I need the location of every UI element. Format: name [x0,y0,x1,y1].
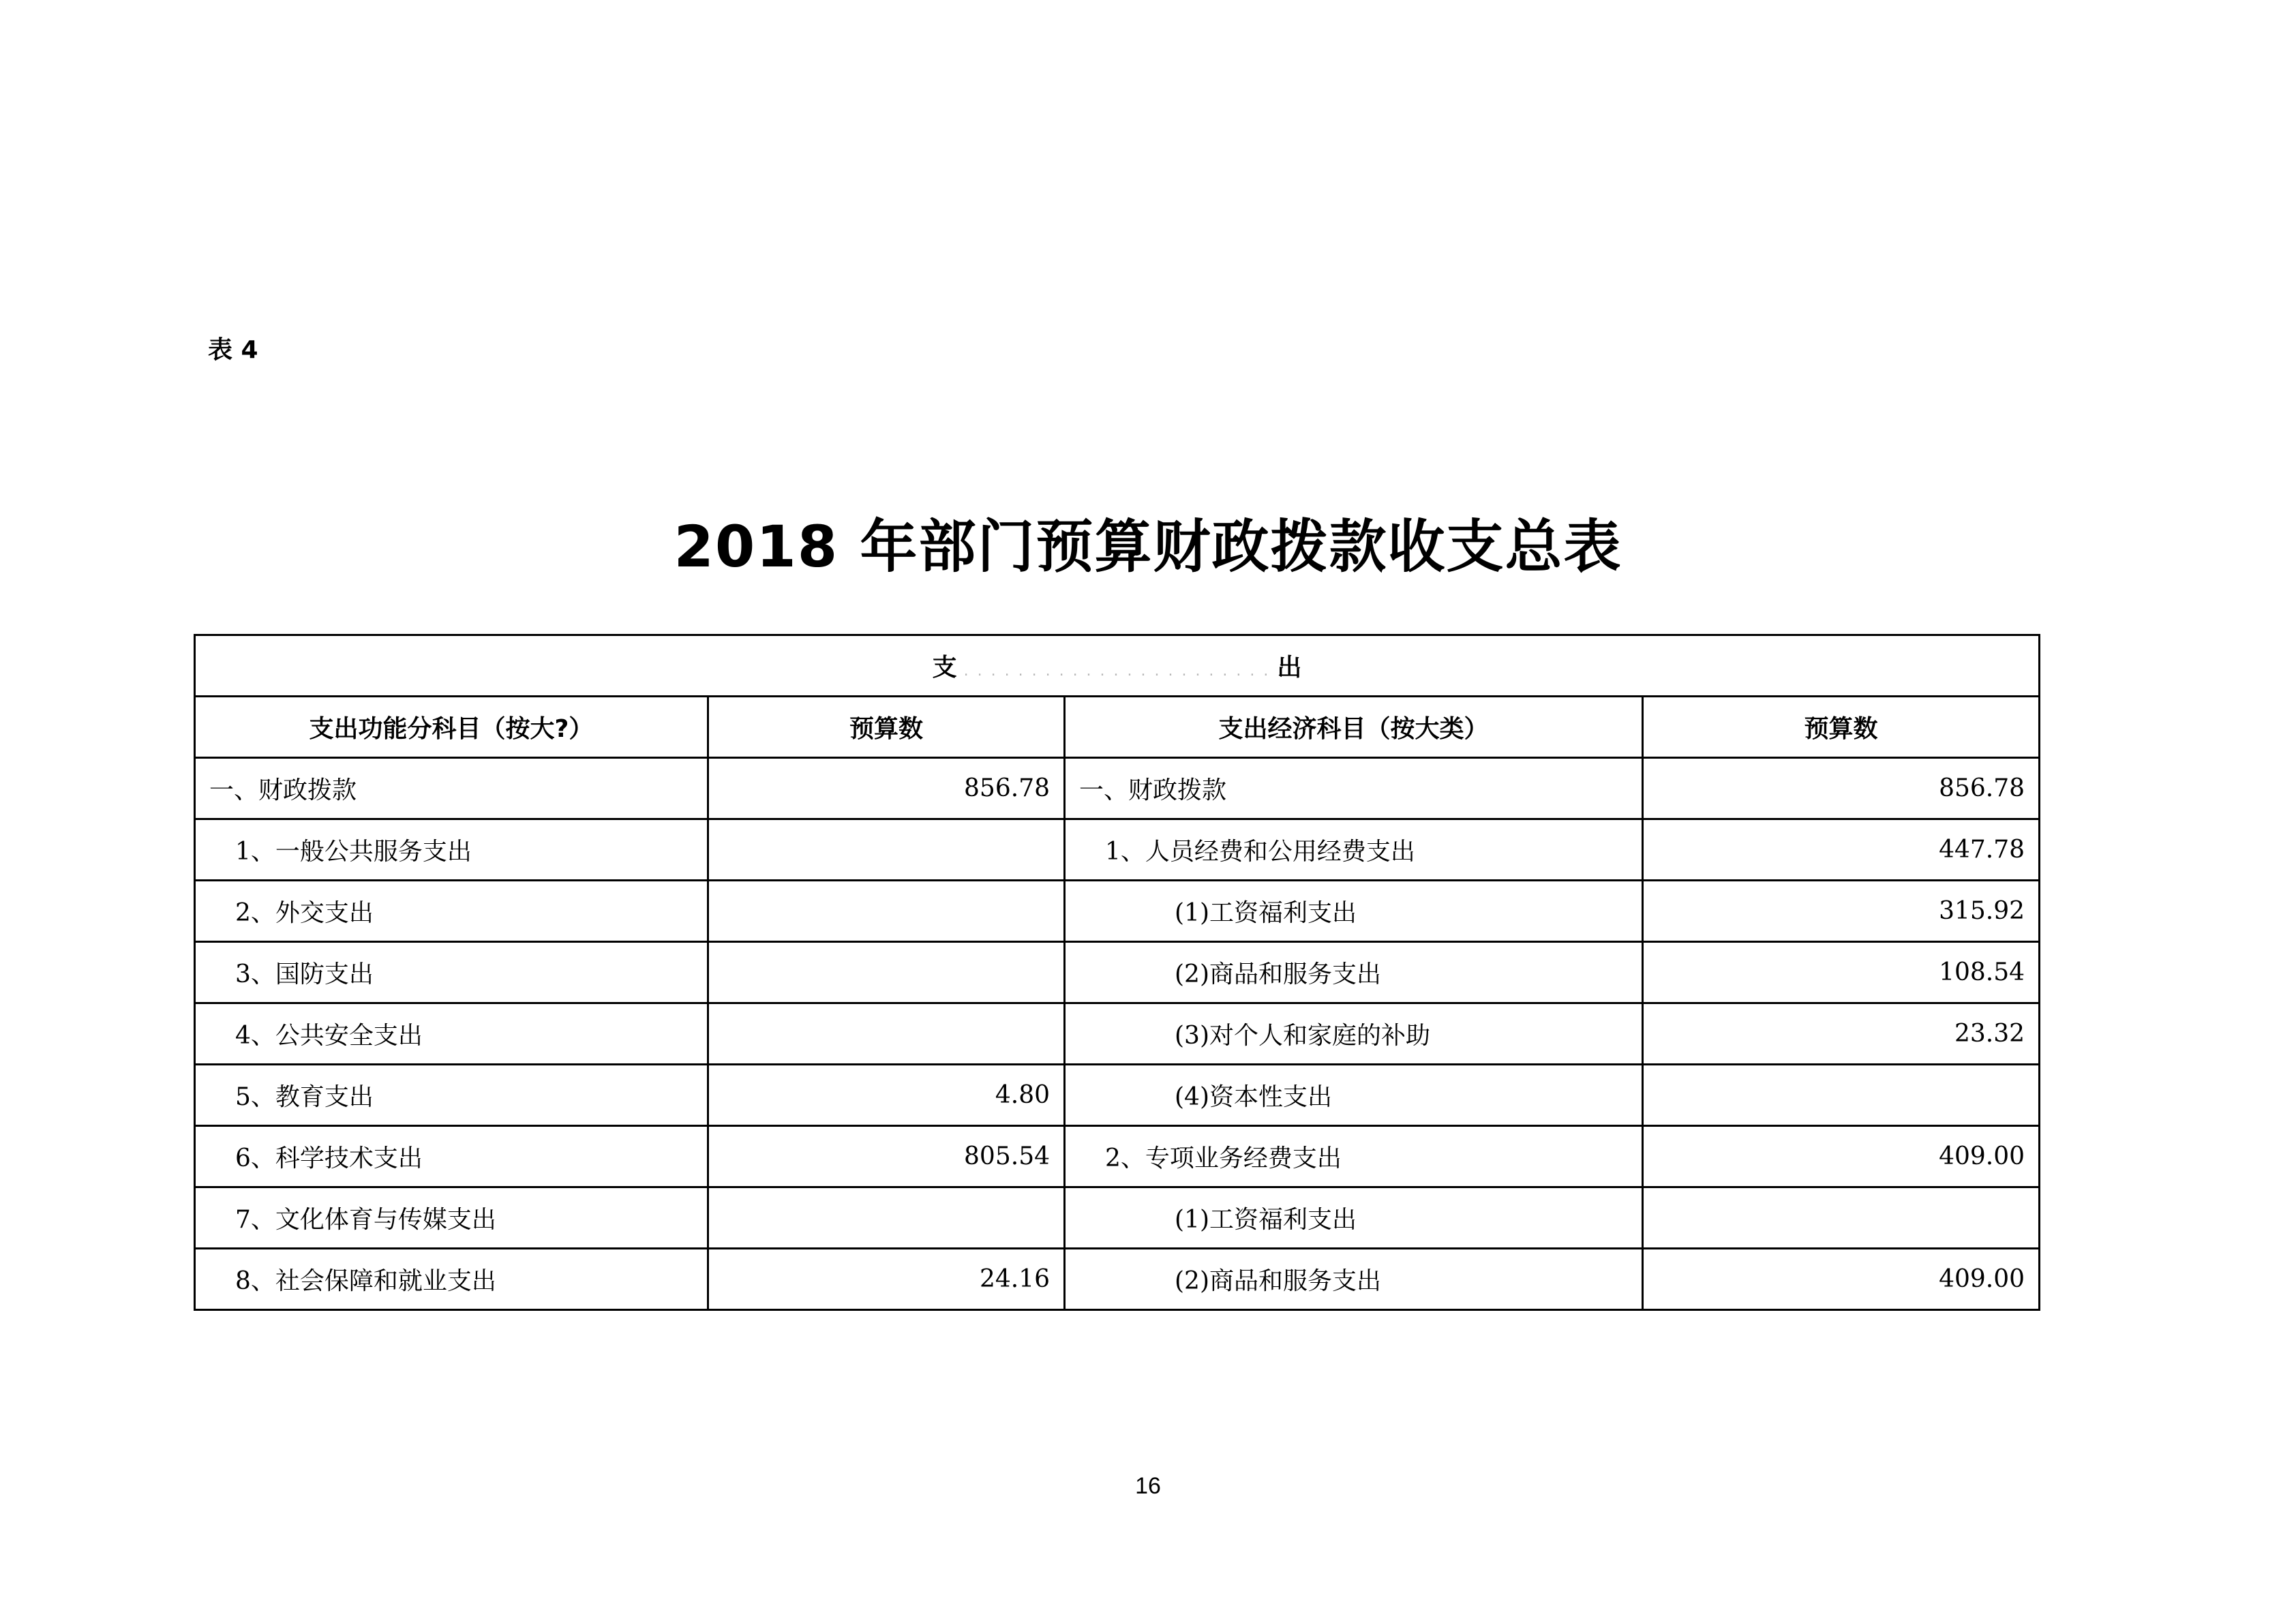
functional-amount-cell: 24.16 [708,1249,1065,1310]
table-row [195,1003,2040,1065]
section-header-row [195,635,2040,697]
functional-category-cell: 一、财政拨款 [195,758,708,819]
section-dotted-leader: . . . . . . . . . . . . . . . . . . . . . . . [963,663,1271,680]
header-economic-amount: 预算数 [1643,697,2040,758]
functional-category-cell: 1、一般公共服务支出 [195,819,708,881]
budget-summary-table [194,634,2040,1311]
economic-amount-cell: 409.00 [1643,1126,2040,1187]
functional-category-cell: 5、教育支出 [195,1065,708,1126]
economic-amount-cell: 409.00 [1643,1249,2040,1310]
page-number: 16 [1135,1473,1161,1499]
section-label-right: 出 [1277,654,1302,682]
functional-category-cell: 6、科学技术支出 [195,1126,708,1187]
economic-amount-cell [1643,1065,2040,1126]
table-row [195,942,2040,1003]
table-row [195,1187,2040,1249]
functional-category-cell: 7、文化体育与传媒支出 [195,1187,708,1249]
functional-amount-cell: 4.80 [708,1065,1065,1126]
header-economic-category: 支出经济科目（按大类） [1065,697,1643,758]
functional-amount-cell [708,1187,1065,1249]
functional-amount-cell [708,819,1065,881]
table-row [195,1249,2040,1310]
section-label-left: 支 [932,654,957,682]
economic-amount-cell: 856.78 [1643,758,2040,819]
economic-amount-cell: 108.54 [1643,942,2040,1003]
economic-category-cell: (1)工资福利支出 [1065,881,1643,942]
economic-category-cell: (4)资本性支出 [1065,1065,1643,1126]
economic-category-cell: (3)对个人和家庭的补助 [1065,1003,1643,1065]
economic-amount-cell [1643,1187,2040,1249]
table-row [195,881,2040,942]
table-row [195,1065,2040,1126]
economic-category-cell: (2)商品和服务支出 [1065,1249,1643,1310]
economic-amount-cell: 315.92 [1643,881,2040,942]
functional-category-cell: 2、外交支出 [195,881,708,942]
functional-amount-cell [708,942,1065,1003]
table-row [195,1126,2040,1187]
table-body [195,758,2040,1310]
header-functional-amount: 预算数 [708,697,1065,758]
functional-amount-cell: 856.78 [708,758,1065,819]
header-functional-category: 支出功能分科目（按大?） [195,697,708,758]
functional-amount-cell: 805.54 [708,1126,1065,1187]
table-row [195,819,2040,881]
economic-amount-cell: 23.32 [1643,1003,2040,1065]
column-header-row [195,697,2040,758]
functional-category-cell: 3、国防支出 [195,942,708,1003]
section-header-cell [195,635,2040,697]
functional-amount-cell [708,881,1065,942]
economic-category-cell: 一、财政拨款 [1065,758,1643,819]
functional-category-cell: 8、社会保障和就业支出 [195,1249,708,1310]
functional-category-cell: 4、公共安全支出 [195,1003,708,1065]
economic-category-cell: 1、人员经费和公用经费支出 [1065,819,1643,881]
functional-amount-cell [708,1003,1065,1065]
economic-amount-cell: 447.78 [1643,819,2040,881]
economic-category-cell: (1)工资福利支出 [1065,1187,1643,1249]
table-row [195,758,2040,819]
economic-category-cell: (2)商品和服务支出 [1065,942,1643,1003]
table-number-label: 表 4 [208,336,258,364]
document-title: 2018 年部门预算财政拨款收支总表 [674,513,1622,580]
economic-category-cell: 2、专项业务经费支出 [1065,1126,1643,1187]
